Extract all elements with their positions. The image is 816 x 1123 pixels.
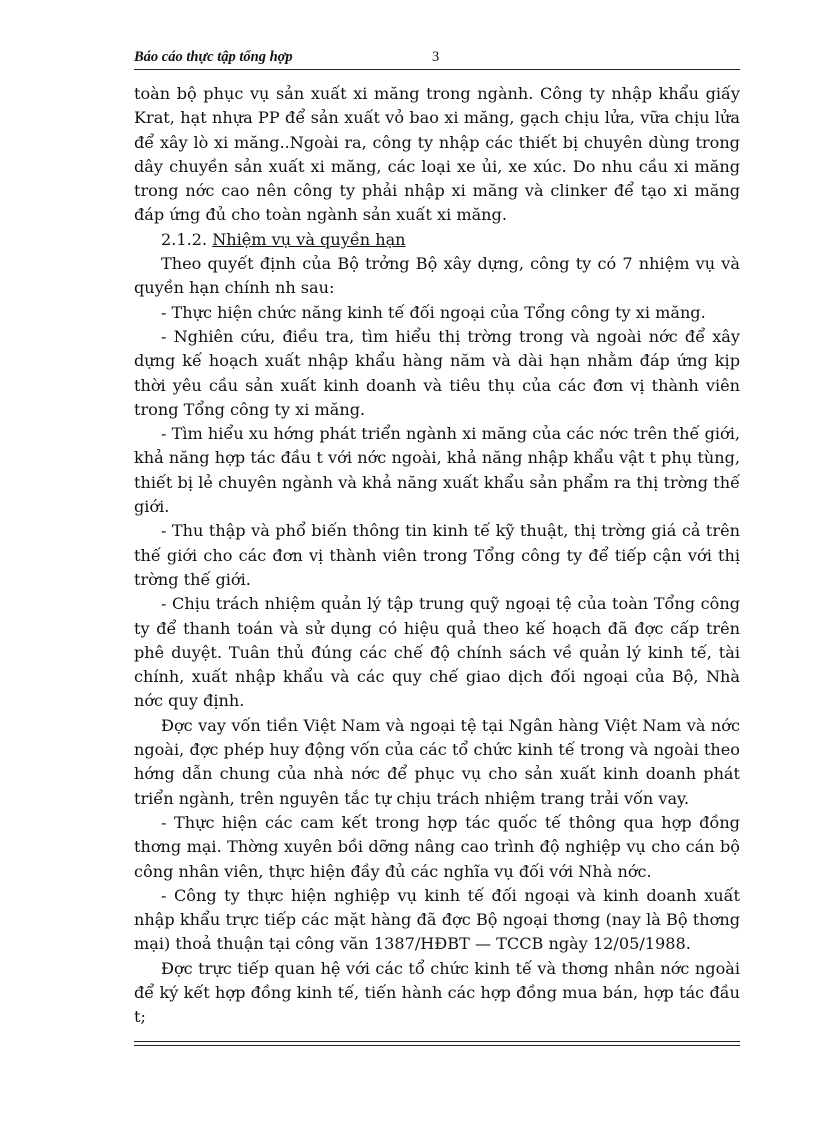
body-text <box>134 82 740 1030</box>
page-number: 3 <box>432 49 440 65</box>
footer-divider <box>134 1041 740 1042</box>
list-item: - Nghiên cứu, điều tra, tìm hiểu thị trờng trong và ngoài nớc để xây dựng kế hoạch xuất nhập khẩu hàng năm và dài hạn nhằm đáp ứng kịp thời yêu cầu sản xuất kinh doanh và tiêu thụ của các đơn vị thành viên trong Tổng công ty xi măng. <box>134 326 740 419</box>
header-title: Báo cáo thực tập tổng hợp <box>134 49 293 65</box>
list-item: - Thu thập và phổ biến thông tin kinh tế kỹ thuật, thị trờng giá cả trên thế giới cho các đơn vị thành viên trong Tổng công ty để tiếp cận với thị trờng thế giới. <box>134 521 740 589</box>
list-item: - Chịu trách nhiệm quản lý tập trung quỹ ngoại tệ của toàn Tổng công ty để thanh toán và sử dụng có hiệu quả theo kế hoạch đã đợc cấp trên phê duyệt. Tuân thủ đúng các chế độ chính sách về quản lý kinh tế, tài chính, xuất nhập khẩu và các quy chế giao dịch đối ngoại của Bộ, Nhà nớc quy định. <box>134 594 740 711</box>
footer-divider-double <box>134 1045 740 1046</box>
header-divider <box>134 69 740 70</box>
paragraph: Theo quyết định của Bộ trởng Bộ xây dựng, công ty có 7 nhiệm vụ và quyền hạn chính nh sau: <box>134 254 740 298</box>
list-item: - Thực hiện chức năng kinh tế đối ngoại của Tổng công ty xi măng. <box>161 302 706 322</box>
list-item: - Công ty thực hiện nghiệp vụ kinh tế đối ngoại và kinh doanh xuất nhập khẩu trực tiếp các mặt hàng đã đợc Bộ ngoại thơng (nay là Bộ thơng mại) thoả thuận tại công văn 1387/HĐBT — TCCB ngày 12/05/1988. <box>134 885 740 954</box>
section-heading-number: 2.1.2. <box>161 229 213 249</box>
list-item: - Thực hiện các cam kết trong hợp tác quốc tế thông qua hợp đồng thơng mại. Thờng xuyên bồi dỡng nâng cao trình độ nghiệp vụ cho cán bộ công nhân viên, thực hiện đầy đủ các nghĩa vụ đối với Nhà nớc. <box>134 812 740 881</box>
section-heading-text: Nhiệm vụ và quyền hạn <box>212 229 406 249</box>
paragraph: Đợc trực tiếp quan hệ với các tổ chức kinh tế và thơng nhân nớc ngoài để ký kết hợp đồng kinh tế, tiến hành các hợp đồng mua bán, hợp tác đầu t; <box>134 958 740 1027</box>
section-heading <box>134 228 740 252</box>
list-item: - Tìm hiểu xu hớng phát triển ngành xi măng của các nớc trên thế giới, khả năng hợp tác đầu t với nớc ngoài, khả năng nhập khẩu vật t phụ tùng, thiết bị lẻ chuyên ngành và khả năng xuất khẩu sản phẩm ra thị trờng thế giới. <box>134 424 740 517</box>
paragraph: Đợc vay vốn tiền Việt Nam và ngoại tệ tại Ngân hàng Việt Nam và nớc ngoài, đợc phép huy động vốn của các tổ chức kinh tế trong và ngoài theo hớng dẫn chung của nhà nớc để phục vụ cho sản xuất kinh doanh phát triển ngành, trên nguyên tắc tự chịu trách nhiệm trang trải vốn vay. <box>134 715 740 808</box>
page-header <box>134 48 740 70</box>
paragraph: toàn bộ phục vụ sản xuất xi măng trong ngành. Công ty nhập khẩu giấy Krat, hạt nhựa PP để sản xuất vỏ bao xi măng, gạch chịu lửa, vữa chịu lửa để xây lò xi măng..Ngoài ra, công ty nhập các thiết bị chuyên dùng trong dây chuyền sản xuất xi măng, các loại xe ủi, xe xúc. Do nhu cầu xi măng trong nớc cao nên công ty phải nhập xi măng và clinker để tạo xi măng đáp ứng đủ cho toàn ngành sản xuất xi măng. <box>134 84 740 225</box>
